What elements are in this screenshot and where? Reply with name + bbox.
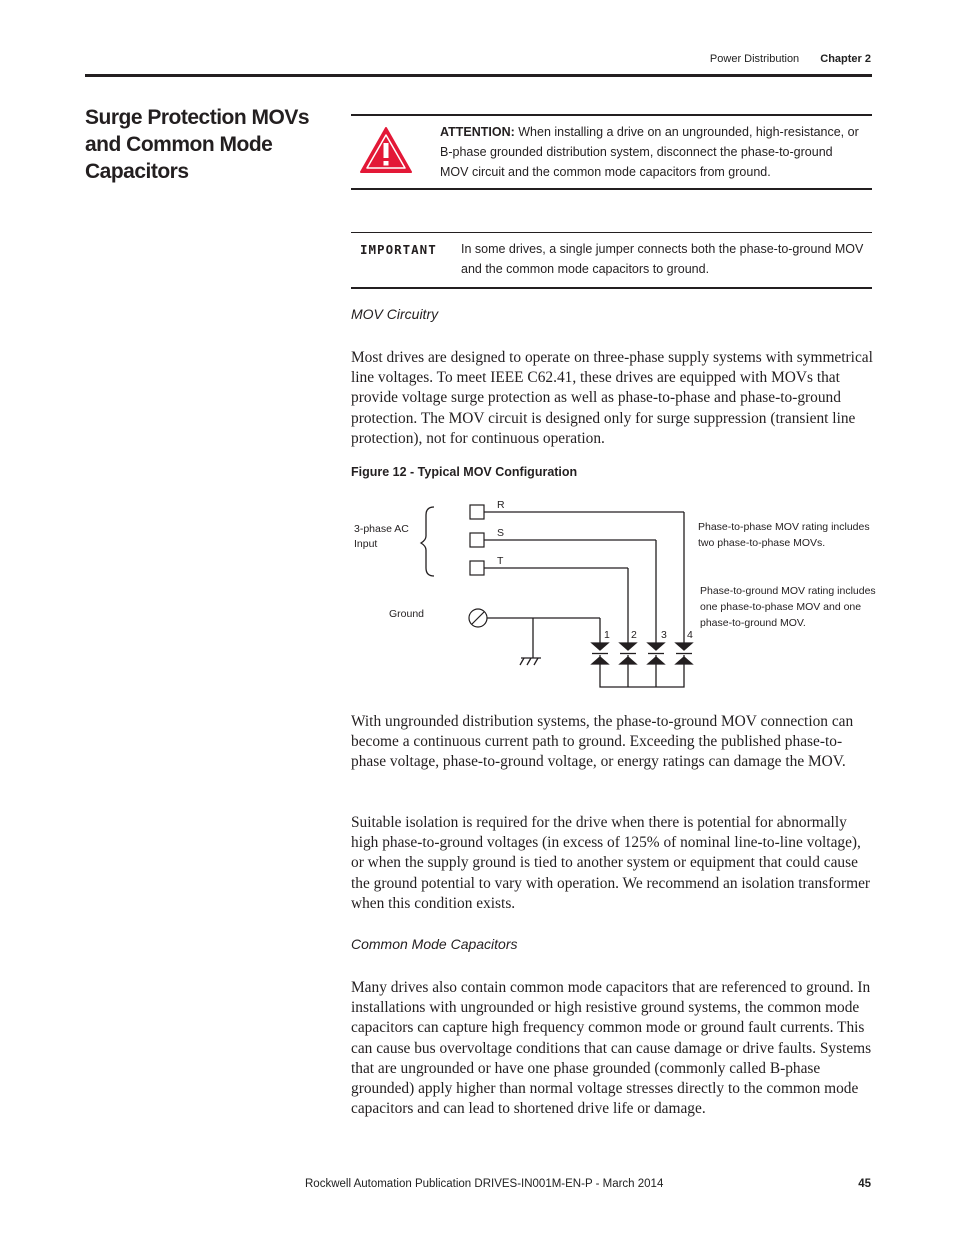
attention-text (440, 122, 860, 182)
common-mode-heading: Common Mode Capacitors (351, 936, 518, 952)
attention-body: When installing a drive on an ungrounded, high-resistance, or B-phase grounded distribution system, disconnect the phase-to-ground MOV circuit and the common mode capacitors from ground. (440, 125, 859, 179)
important-text: In some drives, a single jumper connects both the phase-to-ground MOV and the common mode capacitors to ground. (461, 242, 864, 276)
mov-bottom-bus (600, 655, 684, 687)
header-rule (85, 74, 872, 77)
mov-3-label: 3 (661, 629, 667, 641)
note-phase-line1: Phase-to-phase MOV rating includes (698, 521, 870, 533)
phase-s-label: S (497, 527, 505, 539)
mov-circuitry-paragraph: Most drives are designed to operate on three-phase supply systems with symmetrical line voltages. To meet IEEE C62.41, these drives are equipped with MOVs that provide voltage surge protection as well as phase-to-phase and phase-to-ground protection. The MOV circuit is designed only for surge suppression (transient line protection), not for continuous operation. (351, 349, 873, 447)
terminal-t (470, 561, 484, 575)
mov-4-label: 4 (687, 629, 693, 641)
terminal-r (470, 505, 484, 519)
common-mode-paragraph: Many drives also contain common mode capacitors that are referenced to ground. In installations with ungrounded or high resistive ground systems, the common mode capacitors can capture high frequency common mode or ground fault currents. This can cause bus overvoltage conditions that can cause damage or drive faults. Systems that are ungrounded or have one phase grounded (commonly called B-phase grounded) apply higher than normal voltage stresses directly to the common mode capacitors and can lead to shortened drive life or damage. (351, 979, 872, 1118)
input-label-line1: 3-phase AC (354, 523, 409, 535)
footer-publication: Rockwell Automation Publication DRIVES-IN001M-EN-P - March 2014 (305, 1178, 664, 1190)
input-brace (421, 507, 434, 576)
note-ground-line3: phase-to-ground MOV. (700, 617, 806, 629)
input-label-line2: Input (354, 538, 378, 550)
attention-label: ATTENTION: (440, 125, 515, 139)
isolation-paragraph: Suitable isolation is required for the drive when there is potential for abnormally high phase-to-ground voltages (in excess of 125% of nominal line-to-line voltage), or when the supply ground is tied to another system or equipment that could cause the ground potential to vary with operation. We recommend an isolation transformer when this condition exists. (351, 814, 871, 912)
important-label: IMPORTANT (360, 242, 437, 257)
ungrounded-paragraph: With ungrounded distribution systems, the phase-to-ground MOV connection can become a continuous current path to ground. Exceeding the published phase-to-phase voltage, phase-to-ground voltage, or energy ratings can damage the MOV. (351, 713, 854, 771)
important-box (351, 232, 872, 289)
terminal-s (470, 533, 484, 547)
attention-box (351, 114, 872, 190)
mov-2-label: 2 (631, 629, 637, 641)
mov-4 (676, 643, 692, 664)
running-header (710, 53, 871, 65)
header-chapter: Chapter 2 (820, 53, 871, 65)
phase-t-label: T (497, 555, 504, 567)
note-phase-line2: two phase-to-phase MOVs. (698, 537, 826, 549)
ground-label: Ground (389, 608, 425, 620)
warning-triangle-icon (359, 126, 413, 174)
phase-r-label: R (497, 499, 505, 511)
mov-1-label: 1 (604, 629, 610, 641)
figure-caption: Figure 12 - Typical MOV Configuration (351, 465, 578, 479)
page-title: Surge Protection MOVs and Common Mode Capacitors (85, 106, 310, 183)
mov-2 (620, 643, 636, 664)
page-number: 45 (858, 1178, 871, 1190)
note-ground-line1: Phase-to-ground MOV rating includes (700, 585, 876, 597)
mov-circuitry-heading: MOV Circuitry (351, 306, 439, 322)
header-section: Power Distribution (709, 53, 800, 65)
note-ground-line2: one phase-to-phase MOV and one (700, 601, 862, 613)
mov-configuration-diagram (340, 490, 880, 695)
mov-1 (592, 643, 608, 664)
mov-3 (648, 643, 664, 664)
